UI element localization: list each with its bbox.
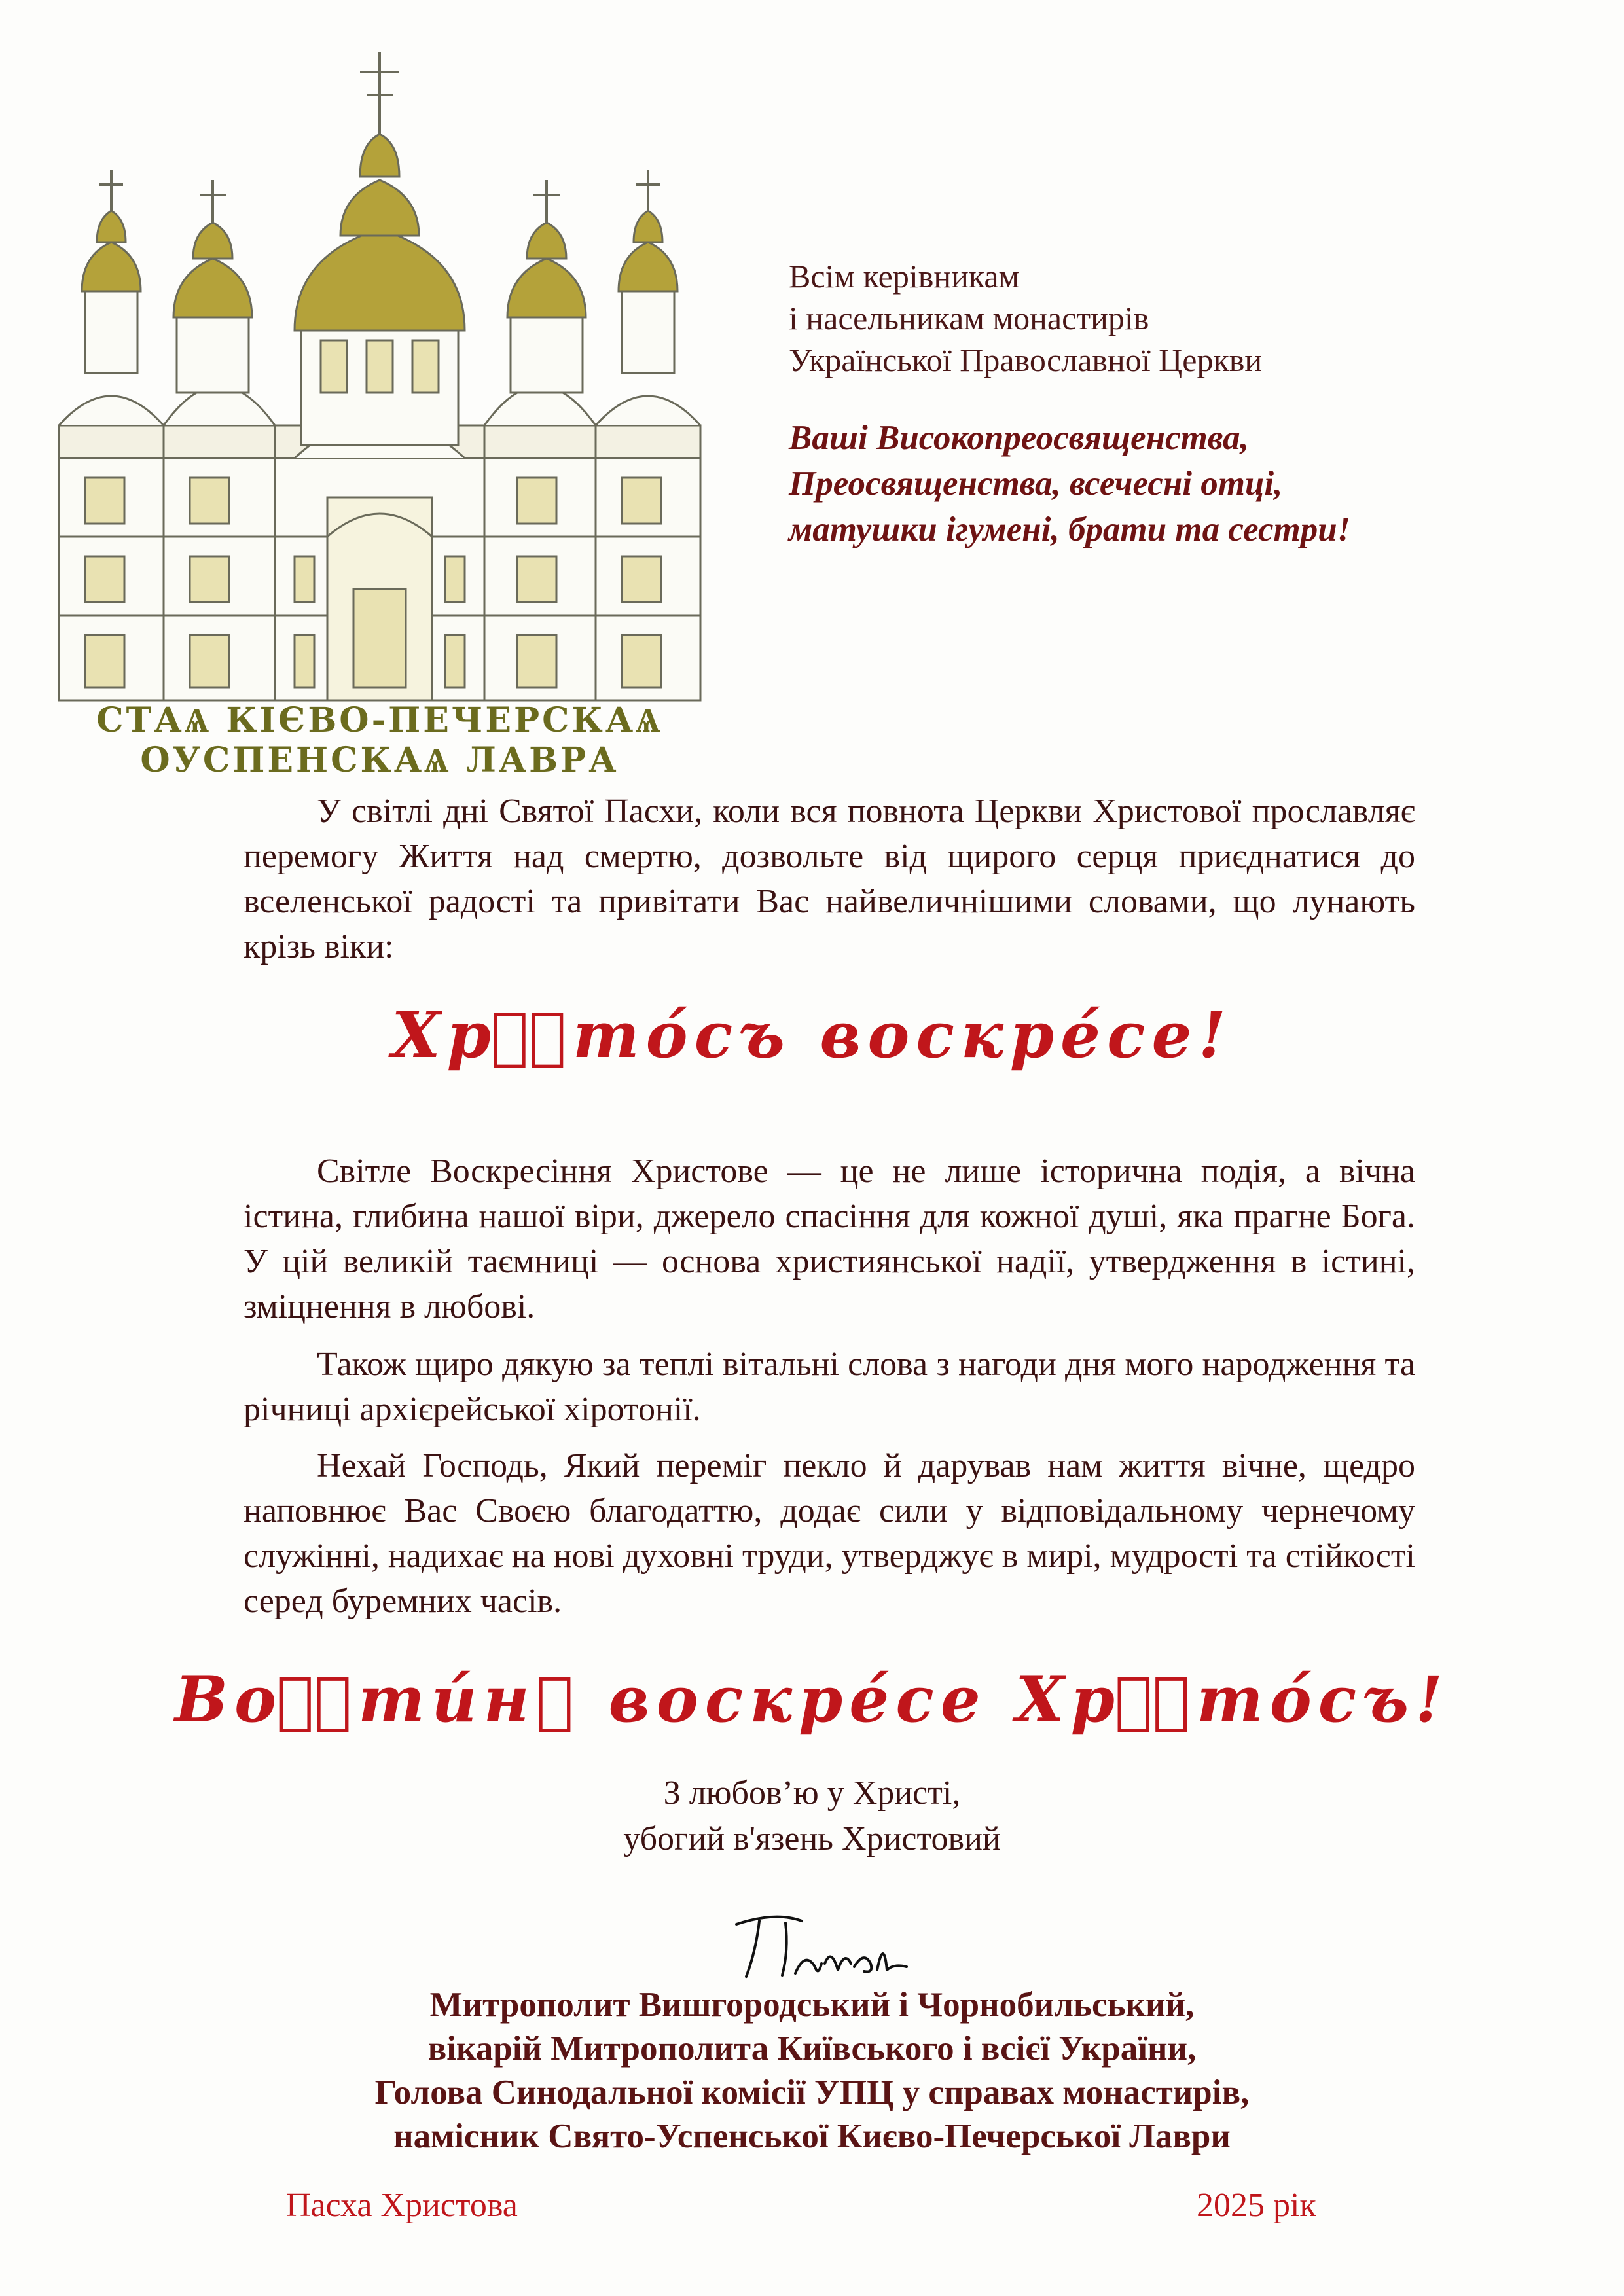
truly-risen-heading: Воⷭ҇ти́нꙋ воскре́се Хрⷭ҇то́съ! — [174, 1662, 1450, 1736]
body-paragraph-1: У світлі дні Святої Пасхи, коли вся повнота Церкви Христової прославляє перемогу Життя над смертю, дозвольте від щирого серця приєднатися до вселенської радості та привітати Вас найвеличнішими словами, що лунають крізь віки: — [244, 793, 1415, 965]
title-line: Митрополит Вишгородський і Чорнобильський, — [429, 1986, 1195, 2024]
addressee-line: Української Православної Церкви — [789, 342, 1263, 378]
closing-line: З любов’ю у Христі, — [663, 1774, 961, 1812]
title-line: Голова Синодальної комісії УПЦ у справах монастирів, — [374, 2073, 1250, 2111]
body-paragraph-4: Нехай Господь, Який переміг пекло й дарував нам життя вічне, щедро наповнює Вас Своєю благодаттю, додає сили у відповідальному чернечому служінні, надихає на нові духовні труди, утверджує в мирі, мудрості та стійкості серед буремних часів. — [244, 1447, 1415, 1620]
greeting-line: Ваші Високопреосвященства, — [789, 419, 1249, 457]
closing-line: убогий в'язень Христовий — [623, 1820, 1001, 1857]
footer-occasion: Пасха Христова — [286, 2187, 518, 2224]
body-paragraph-3: Також щиро дякую за теплі вітальні слова з нагоди дня мого народження та річниці архієрейської хіротонії. — [244, 1346, 1415, 1428]
footer-year: 2025 рік — [1197, 2187, 1316, 2224]
greeting-block — [789, 415, 1574, 552]
greeting-line: Преосвященства, всечесні отці, — [789, 465, 1283, 503]
christ-is-risen-heading: Хрⷭ҇то́съ воскре́се! — [391, 998, 1233, 1072]
addressee-line: і насельникам монастирів — [789, 300, 1149, 336]
closing-block — [0, 1770, 1624, 1862]
body-paragraph-2: Світле Воскресіння Христове — це не лише історична подія, а вічна істина, глибина нашої віри, джерело спасіння для кожної душі, яка прагне Бога. У цій великій таємниці — основа християнської надії, утвердження в істині, зміцнення в любові. — [244, 1153, 1415, 1325]
addressee-line: Всім керівникам — [789, 258, 1020, 295]
greeting-line: матушки ігумені, брати та сестри! — [789, 511, 1351, 548]
addressee-block — [789, 255, 1574, 552]
title-line: вікарій Митрополита Київського і всієї України, — [427, 2030, 1197, 2068]
signatory-titles — [0, 1983, 1624, 2159]
lavra-caption: СТАѦ КІЄВО-ПЕЧЕРСКАѦ ОУСПЕНСКАѦ ЛАВРА — [96, 700, 663, 780]
lavra-cathedral-illustration — [46, 39, 713, 759]
title-line: намісник Свято-Успенської Києво-Печерської Лаври — [393, 2117, 1231, 2155]
handwritten-signature — [723, 1898, 920, 1996]
